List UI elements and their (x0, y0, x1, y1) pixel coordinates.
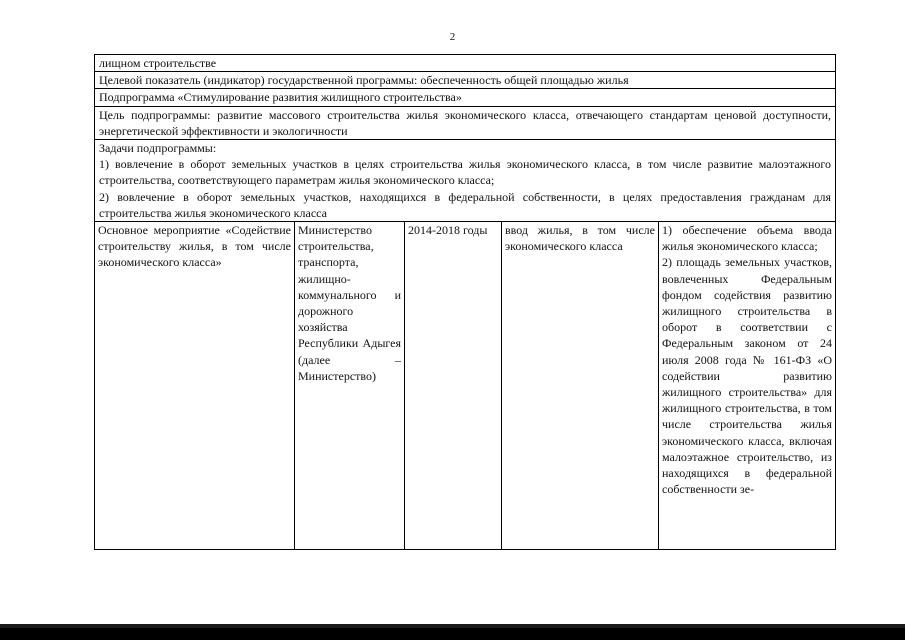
target-indicator-cell: Целевой показатель (индикатор) государственной программы: обеспеченность общей площадью жилья (95, 72, 836, 89)
task-item: 1) вовлечение в оборот земельных участков в целях строительства жилья экономического класса, в том числе развитие малоэтажного строительства, соответствующего параметрам жилья экономического класса; (99, 157, 832, 188)
result-cell: ввод жилья, в том числе экономического класса (502, 222, 659, 550)
indicator-item: 1) обеспечение объема ввода жилья экономического класса; (662, 223, 833, 254)
table-row (95, 140, 836, 222)
subprogram-tasks-cell (95, 140, 836, 222)
program-table (94, 54, 836, 550)
period-cell: 2014-2018 годы (405, 222, 502, 550)
table-row (95, 72, 836, 89)
indicators-cell (659, 222, 836, 550)
continuation-cell: лищном строительстве (95, 55, 836, 72)
table-row (95, 106, 836, 139)
table-row (95, 89, 836, 106)
page-number: 2 (449, 31, 456, 43)
measure-cell: Основное мероприятие «Содействие строительству жилья, в том числе экономического класса» (95, 222, 295, 550)
subprogram-goal-cell: Цель подпрограммы: развитие массового строительства жилья экономического класса, отвечающего стандартам ценовой доступности, энергетической эффективности и экологичности (95, 106, 836, 139)
table-row (95, 222, 836, 550)
executor-cell: Министерство строительства, транспорта, жилищно-коммунального и дорожного хозяйства Республики Адыгея (далее – Министерство) (295, 222, 405, 550)
task-item: 2) вовлечение в оборот земельных участков, находящихся в федеральной собственности, в целях предоставления гражданам для строительства жилья экономического класса (99, 189, 832, 220)
tasks-heading: Задачи подпрограммы: (99, 141, 217, 156)
scan-edge (0, 628, 905, 640)
subprogram-title-cell: Подпрограмма «Стимулирование развития жилищного строительства» (95, 89, 836, 106)
table-row (95, 55, 836, 72)
indicator-item: 2) площадь земельных участков, вовлеченных Федеральным фондом содействия развитию жилищного строительства в оборот в соответствии с Федеральным законом от 24 июля 2008 года № 161-ФЗ «О содействии развитию жилищного строительства» для жилищного строительства, в том числе строительства жилья экономического класса, включая малоэтажное строительство, из находящихся в федеральной собственности зе- (662, 255, 833, 497)
